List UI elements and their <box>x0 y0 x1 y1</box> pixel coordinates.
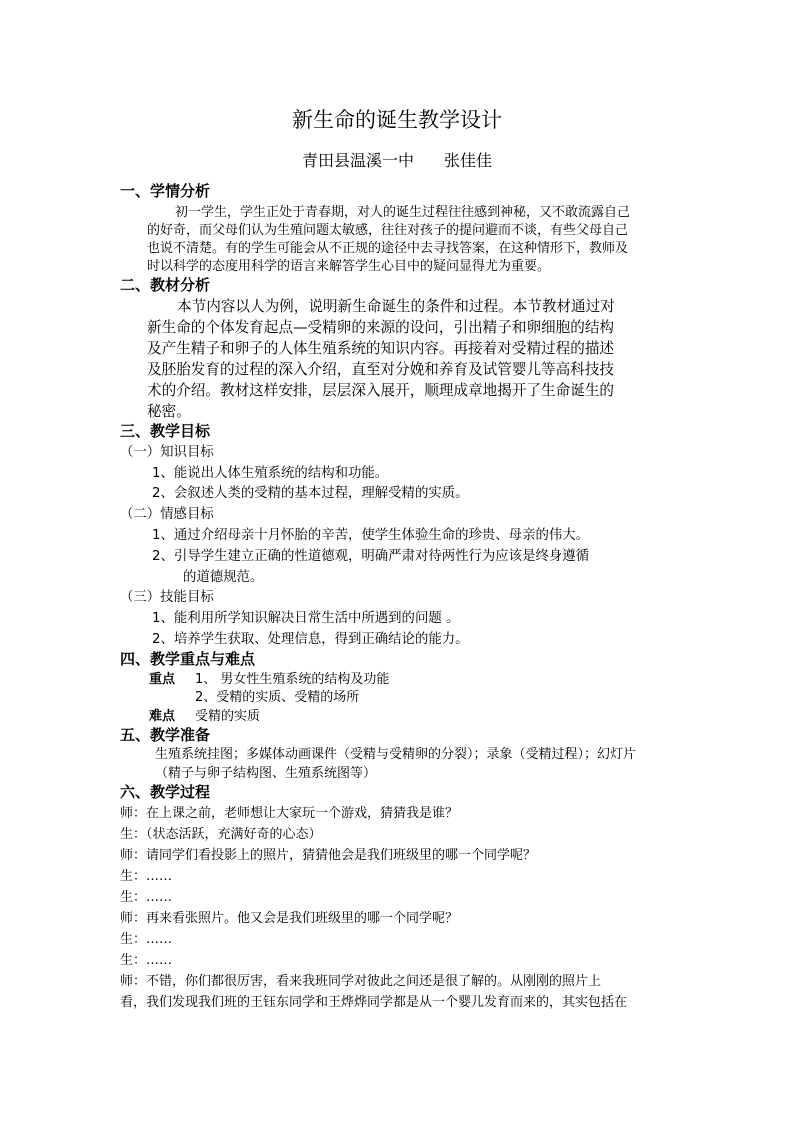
dialogue-line: 生：（状态活跃，充满好奇的心态） <box>120 827 322 842</box>
paragraph-line: 也说不清楚。有的学生可能会从不正规的途径中去寻找答案，在这种情形下，教师及 <box>147 241 629 256</box>
paragraph-line: 生殖系统挂图；多媒体动画课件（受精与受精卵的分裂）；录象（受精过程）；幻灯片 <box>155 747 637 762</box>
section-heading-5: 五、教学准备 <box>120 726 211 744</box>
paragraph-line: 新生命的个体发育起点—受精卵的来源的设问，引出精子和卵细胞的结构 <box>147 319 615 336</box>
list-item: 2、引导学生建立正确的性道德观，明确严肃对待两性行为应该是终身遵循 <box>152 549 590 564</box>
dialogue-line: 看，我们发现我们班的王钰东同学和王烨烨同学都是从一个婴儿发育而来的，其实包括在 <box>120 995 628 1010</box>
author-line <box>0 148 794 171</box>
paragraph-line: 本节内容以人为例，说明新生命诞生的条件和过程。本节教材通过对 <box>177 298 615 315</box>
author-school: 青田县温溪一中 <box>301 151 414 170</box>
dialogue-line: 生：…… <box>120 953 173 968</box>
paragraph-line: 及产生精子和卵子的人体生殖系统的知识内容。再接着对受精过程的描述 <box>147 340 615 357</box>
dialogue-line: 生：…… <box>120 869 173 884</box>
paragraph-line: 秘密。 <box>147 403 191 420</box>
author-name: 张佳佳 <box>444 151 493 170</box>
list-item: 2、会叙述人类的受精的基本过程，理解受精的实质。 <box>152 486 469 501</box>
dialogue-line: 师：再来看张照片。他又会是我们班级里的哪一个同学呢？ <box>120 911 459 926</box>
key-point-item: 1、 男女性生殖系统的结构及功能 <box>195 672 390 687</box>
subsection-heading: （三）技能目标 <box>120 590 214 605</box>
section-heading-6: 六、教学过程 <box>120 783 211 801</box>
list-item: 1、通过介绍母亲十月怀胎的辛苦，使学生体验生命的珍贵、母亲的伟大。 <box>152 528 590 543</box>
paragraph-line: 及胚胎发育的过程的深入介绍，直至对分娩和养育及试管婴儿等高科技技 <box>147 361 615 378</box>
difficulty-item: 受精的实质 <box>195 709 261 724</box>
dialogue-line: 生：…… <box>120 890 173 905</box>
subsection-heading: （二）情感目标 <box>120 507 214 522</box>
dialogue-line: 生：…… <box>120 932 173 947</box>
dialogue-line: 师：在上课之前，老师想让大家玩一个游戏，猜猜我是谁？ <box>120 806 459 821</box>
document-title: 新生命的诞生教学设计 <box>292 108 502 132</box>
difficulty-label: 难点 <box>149 709 176 724</box>
list-item: 的道德规范。 <box>183 570 264 585</box>
dialogue-line: 师：不错，你们都很厉害，看来我班同学对彼此之间还是很了解的。从刚刚的照片上 <box>120 974 602 989</box>
list-item: 2、培养学生获取、处理信息，得到正确结论的能力。 <box>152 632 469 647</box>
list-item: 1、能说出人体生殖系统的结构和功能。 <box>152 466 389 481</box>
section-heading-1: 一、学情分析 <box>120 182 211 200</box>
paragraph-line: 初一学生，学生正处于青春期，对人的诞生过程往往感到神秘，又不敢流露自己 <box>175 205 631 220</box>
section-heading-4: 四、教学重点与难点 <box>120 650 256 668</box>
section-heading-2: 二、教材分析 <box>120 276 211 294</box>
key-point-label: 重点 <box>149 672 176 687</box>
subsection-heading: （一）知识目标 <box>120 445 214 460</box>
key-point-item: 2、受精的实质、受精的场所 <box>195 690 360 705</box>
paragraph-line: 时以科学的态度用科学的语言来解答学生心目中的疑问显得尤为重要。 <box>147 259 551 274</box>
paragraph-line: （精子与卵子结构图、生殖系统图等） <box>155 766 377 781</box>
paragraph-line: 的好奇，而父母们认为生殖问题太敏感，往往对孩子的提问避而不谈，有些父母自己 <box>147 223 629 238</box>
paragraph-line: 术的介绍。教材这样安排，层层深入展开，顺理成章地揭开了生命诞生的 <box>147 382 615 399</box>
list-item: 1、能利用所学知识解决日常生活中所遇到的问题 。 <box>152 611 460 626</box>
section-heading-3: 三、教学目标 <box>120 422 211 440</box>
dialogue-line: 师：请同学们看投影上的照片，猜猜他会是我们班级里的哪一个同学呢？ <box>120 848 537 863</box>
